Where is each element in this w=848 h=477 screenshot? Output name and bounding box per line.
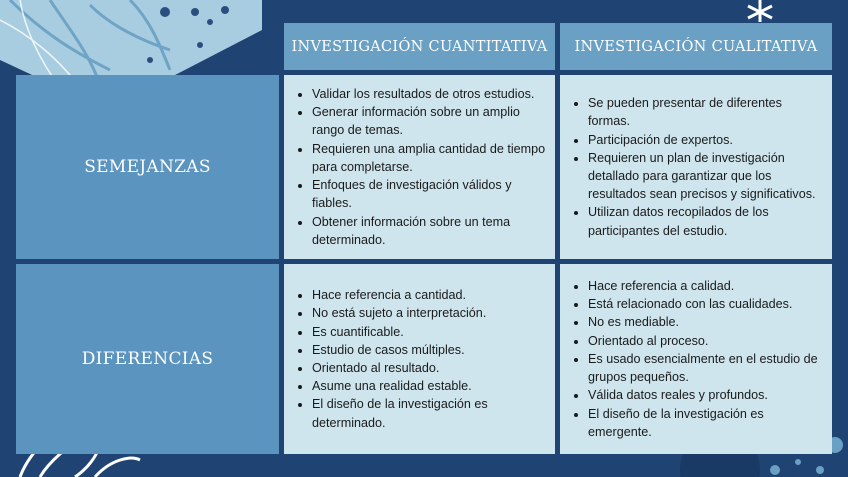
cell-semejanzas-cuantitativa bbox=[284, 75, 555, 259]
list-item: • Generar información sobre un amplio rango de temas. bbox=[312, 103, 549, 139]
list-item: • Es usado esencialmente en el estudio de grupos pequeños. bbox=[588, 350, 826, 386]
row-header-semejanzas-label: SEMEJANZAS bbox=[84, 157, 211, 177]
list-item: • Orientado al resultado. bbox=[312, 359, 549, 377]
bullet-list bbox=[574, 94, 826, 240]
list-item: • Estudio de casos múltiples. bbox=[312, 341, 549, 359]
list-item: • Validar los resultados de otros estudios. bbox=[312, 85, 549, 103]
column-header-cuantitativa-label: INVESTIGACIÓN CUANTITATIVA bbox=[291, 38, 548, 55]
list-item: • Requieren un plan de investigación detallado para garantizar que los resultados sean precisos y significativos. bbox=[588, 149, 826, 204]
column-header-cualitativa bbox=[560, 23, 832, 70]
list-item: • No es mediable. bbox=[588, 313, 826, 331]
list-item: • No está sujeto a interpretación. bbox=[312, 304, 549, 322]
list-item: • Hace referencia a calidad. bbox=[588, 277, 826, 295]
cell-diferencias-cualitativa bbox=[560, 264, 832, 454]
list-item: • Participación de expertos. bbox=[588, 131, 826, 149]
list-item: • Orientado al proceso. bbox=[588, 332, 826, 350]
bullet-list bbox=[298, 286, 549, 432]
list-item: • Obtener información sobre un tema determinado. bbox=[312, 213, 549, 249]
list-item: • Hace referencia a cantidad. bbox=[312, 286, 549, 304]
cell-semejanzas-cualitativa bbox=[560, 75, 832, 259]
list-item: • Asume una realidad estable. bbox=[312, 377, 549, 395]
cell-diferencias-cuantitativa bbox=[284, 264, 555, 454]
list-item: • Válida datos reales y profundos. bbox=[588, 386, 826, 404]
column-header-cuantitativa bbox=[284, 23, 555, 70]
row-header-diferencias bbox=[16, 264, 279, 454]
list-item: • El diseño de la investigación es emergente. bbox=[588, 405, 826, 441]
column-header-cualitativa-label: INVESTIGACIÓN CUALITATIVA bbox=[574, 38, 818, 55]
list-item: • Está relacionado con las cualidades. bbox=[588, 295, 826, 313]
list-item: • Requieren una amplia cantidad de tiempo para completarse. bbox=[312, 140, 549, 176]
row-header-diferencias-label: DIFERENCIAS bbox=[81, 349, 214, 369]
bullet-list bbox=[298, 85, 549, 249]
list-item: • Utilizan datos recopilados de los participantes del estudio. bbox=[588, 203, 826, 239]
bullet-list bbox=[574, 277, 826, 441]
list-item: • El diseño de la investigación es determinado. bbox=[312, 395, 549, 431]
list-item: • Enfoques de investigación válidos y fiables. bbox=[312, 176, 549, 212]
row-header-semejanzas bbox=[16, 75, 279, 259]
list-item: • Es cuantificable. bbox=[312, 323, 549, 341]
list-item: • Se pueden presentar de diferentes formas. bbox=[588, 94, 826, 130]
